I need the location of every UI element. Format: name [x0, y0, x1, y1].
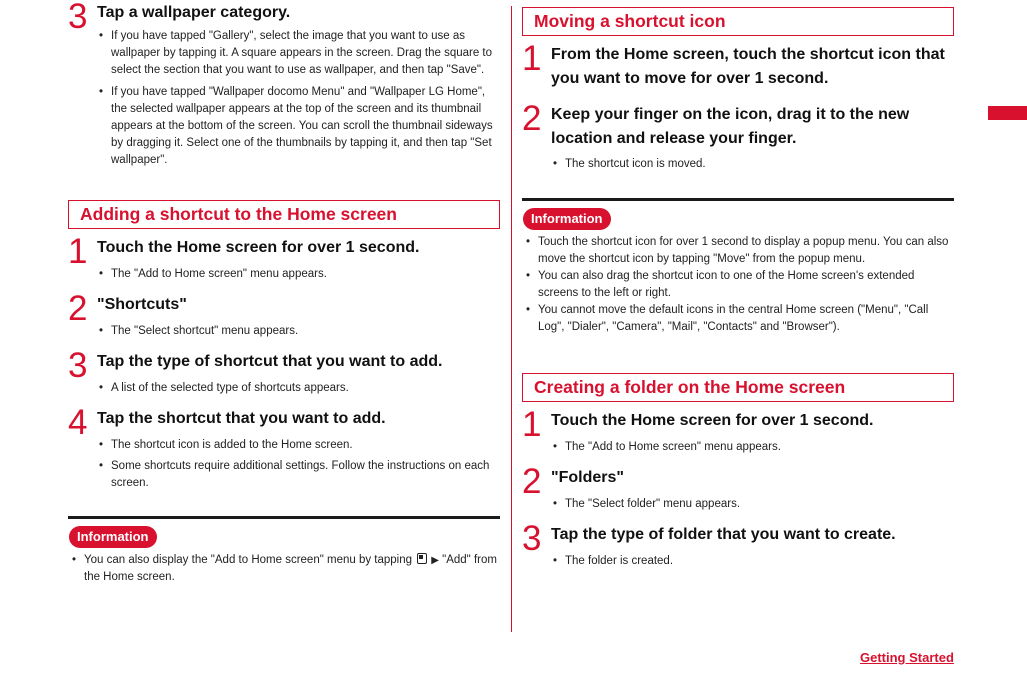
information-list — [70, 552, 498, 586]
step-bullets — [551, 553, 954, 570]
step-bullets — [551, 439, 954, 456]
bullet-item: • A list of the selected type of shortcuts appears. — [97, 380, 500, 397]
step-title: "Folders" — [551, 469, 624, 486]
step-bullets — [551, 156, 954, 173]
step-number: 2 — [522, 462, 542, 501]
step-bullets — [551, 496, 954, 513]
bullet-item: • The "Add to Home screen" menu appears. — [97, 266, 500, 283]
menu-key-icon — [417, 553, 427, 564]
step-bullets — [97, 437, 500, 492]
information-list — [524, 234, 952, 336]
step-number: 3 — [68, 346, 88, 385]
step-number: 3 — [522, 519, 542, 558]
information-item — [70, 552, 498, 586]
information-badge: Information — [69, 526, 157, 548]
bullet-item: • The folder is created. — [551, 553, 954, 570]
step-number: 1 — [522, 39, 542, 78]
step-title: "Shortcuts" — [97, 296, 187, 313]
step-bullets — [97, 266, 500, 283]
step-title: Tap a wallpaper category. — [97, 4, 291, 21]
section-heading-text: Creating a folder on the Home screen — [534, 377, 846, 397]
section-heading-text: Moving a shortcut icon — [534, 11, 726, 31]
information-rule — [522, 198, 954, 201]
footer-chapter-link[interactable]: Getting Started — [860, 650, 954, 665]
step-number: 3 — [68, 0, 88, 36]
section-heading-creating-folder — [522, 373, 954, 402]
step-title: Keep your finger on the icon, drag it to the new location and release your finger. — [551, 106, 910, 147]
section-heading-text: Adding a shortcut to the Home screen — [80, 204, 397, 224]
arrow-right-icon: ▶ — [431, 555, 439, 566]
column-divider — [511, 6, 512, 632]
step-number: 1 — [68, 232, 88, 271]
step-bullets — [97, 380, 500, 397]
bullet-item: • If you have tapped "Gallery", select the image that you want to use as wallpaper by tapping it. A square appears in the screen. Drag the square to select the section that you want to use as wallpaper, and then tap "Save". — [97, 28, 500, 79]
step-number: 2 — [68, 289, 88, 328]
information-badge: Information — [523, 208, 611, 230]
information-text: "Add" from the Home screen. — [84, 554, 497, 583]
bullet-item: • The "Select folder" menu appears. — [551, 496, 954, 513]
bullet-item: • If you have tapped "Wallpaper docomo Menu" and "Wallpaper LG Home", the selected wallpaper appears at the top of the screen and its thumbnail appears at the bottom of the screen. You can scroll the thumbnail sideways by dragging it. Select one of the thumbnails by tapping it, and then tap "Set wallpaper". — [97, 84, 500, 169]
bullet-item: • Some shortcuts require additional settings. Follow the instructions on each screen. — [97, 458, 500, 492]
step-bullets — [97, 323, 500, 340]
section-heading-moving-shortcut — [522, 7, 954, 36]
bullet-item: • The "Select shortcut" menu appears. — [97, 323, 500, 340]
step-bullets — [97, 28, 500, 169]
step-number: 4 — [68, 403, 88, 442]
bullet-item: • The shortcut icon is added to the Home screen. — [97, 437, 500, 454]
step-title: Tap the type of folder that you want to create. — [551, 526, 896, 543]
information-item: • You can also drag the shortcut icon to one of the Home screen's extended screens to the left or right. — [524, 268, 952, 302]
information-text: You can also display the "Add to Home screen" menu by tapping — [84, 554, 413, 566]
step-title: From the Home screen, touch the shortcut icon that you want to move for over 1 second. — [551, 46, 945, 87]
bullet-item: • The shortcut icon is moved. — [551, 156, 954, 173]
information-item: • Touch the shortcut icon for over 1 second to display a popup menu. You can also move the shortcut icon by tapping "Move" from the popup menu. — [524, 234, 952, 268]
information-item: • You cannot move the default icons in the central Home screen ("Menu", "Call Log", "Dialer", "Camera", "Mail", "Contacts" and "Browser"). — [524, 302, 952, 336]
chapter-edge-tab — [988, 106, 1027, 120]
step-title: Touch the Home screen for over 1 second. — [97, 239, 420, 256]
bullet-item: • The "Add to Home screen" menu appears. — [551, 439, 954, 456]
step-title: Tap the type of shortcut that you want to add. — [97, 353, 443, 370]
step-number: 1 — [522, 405, 542, 444]
step-title: Touch the Home screen for over 1 second. — [551, 412, 874, 429]
step-number: 2 — [522, 99, 542, 138]
information-rule — [68, 516, 500, 519]
section-heading-adding-shortcut — [68, 200, 500, 229]
step-title: Tap the shortcut that you want to add. — [97, 410, 386, 427]
